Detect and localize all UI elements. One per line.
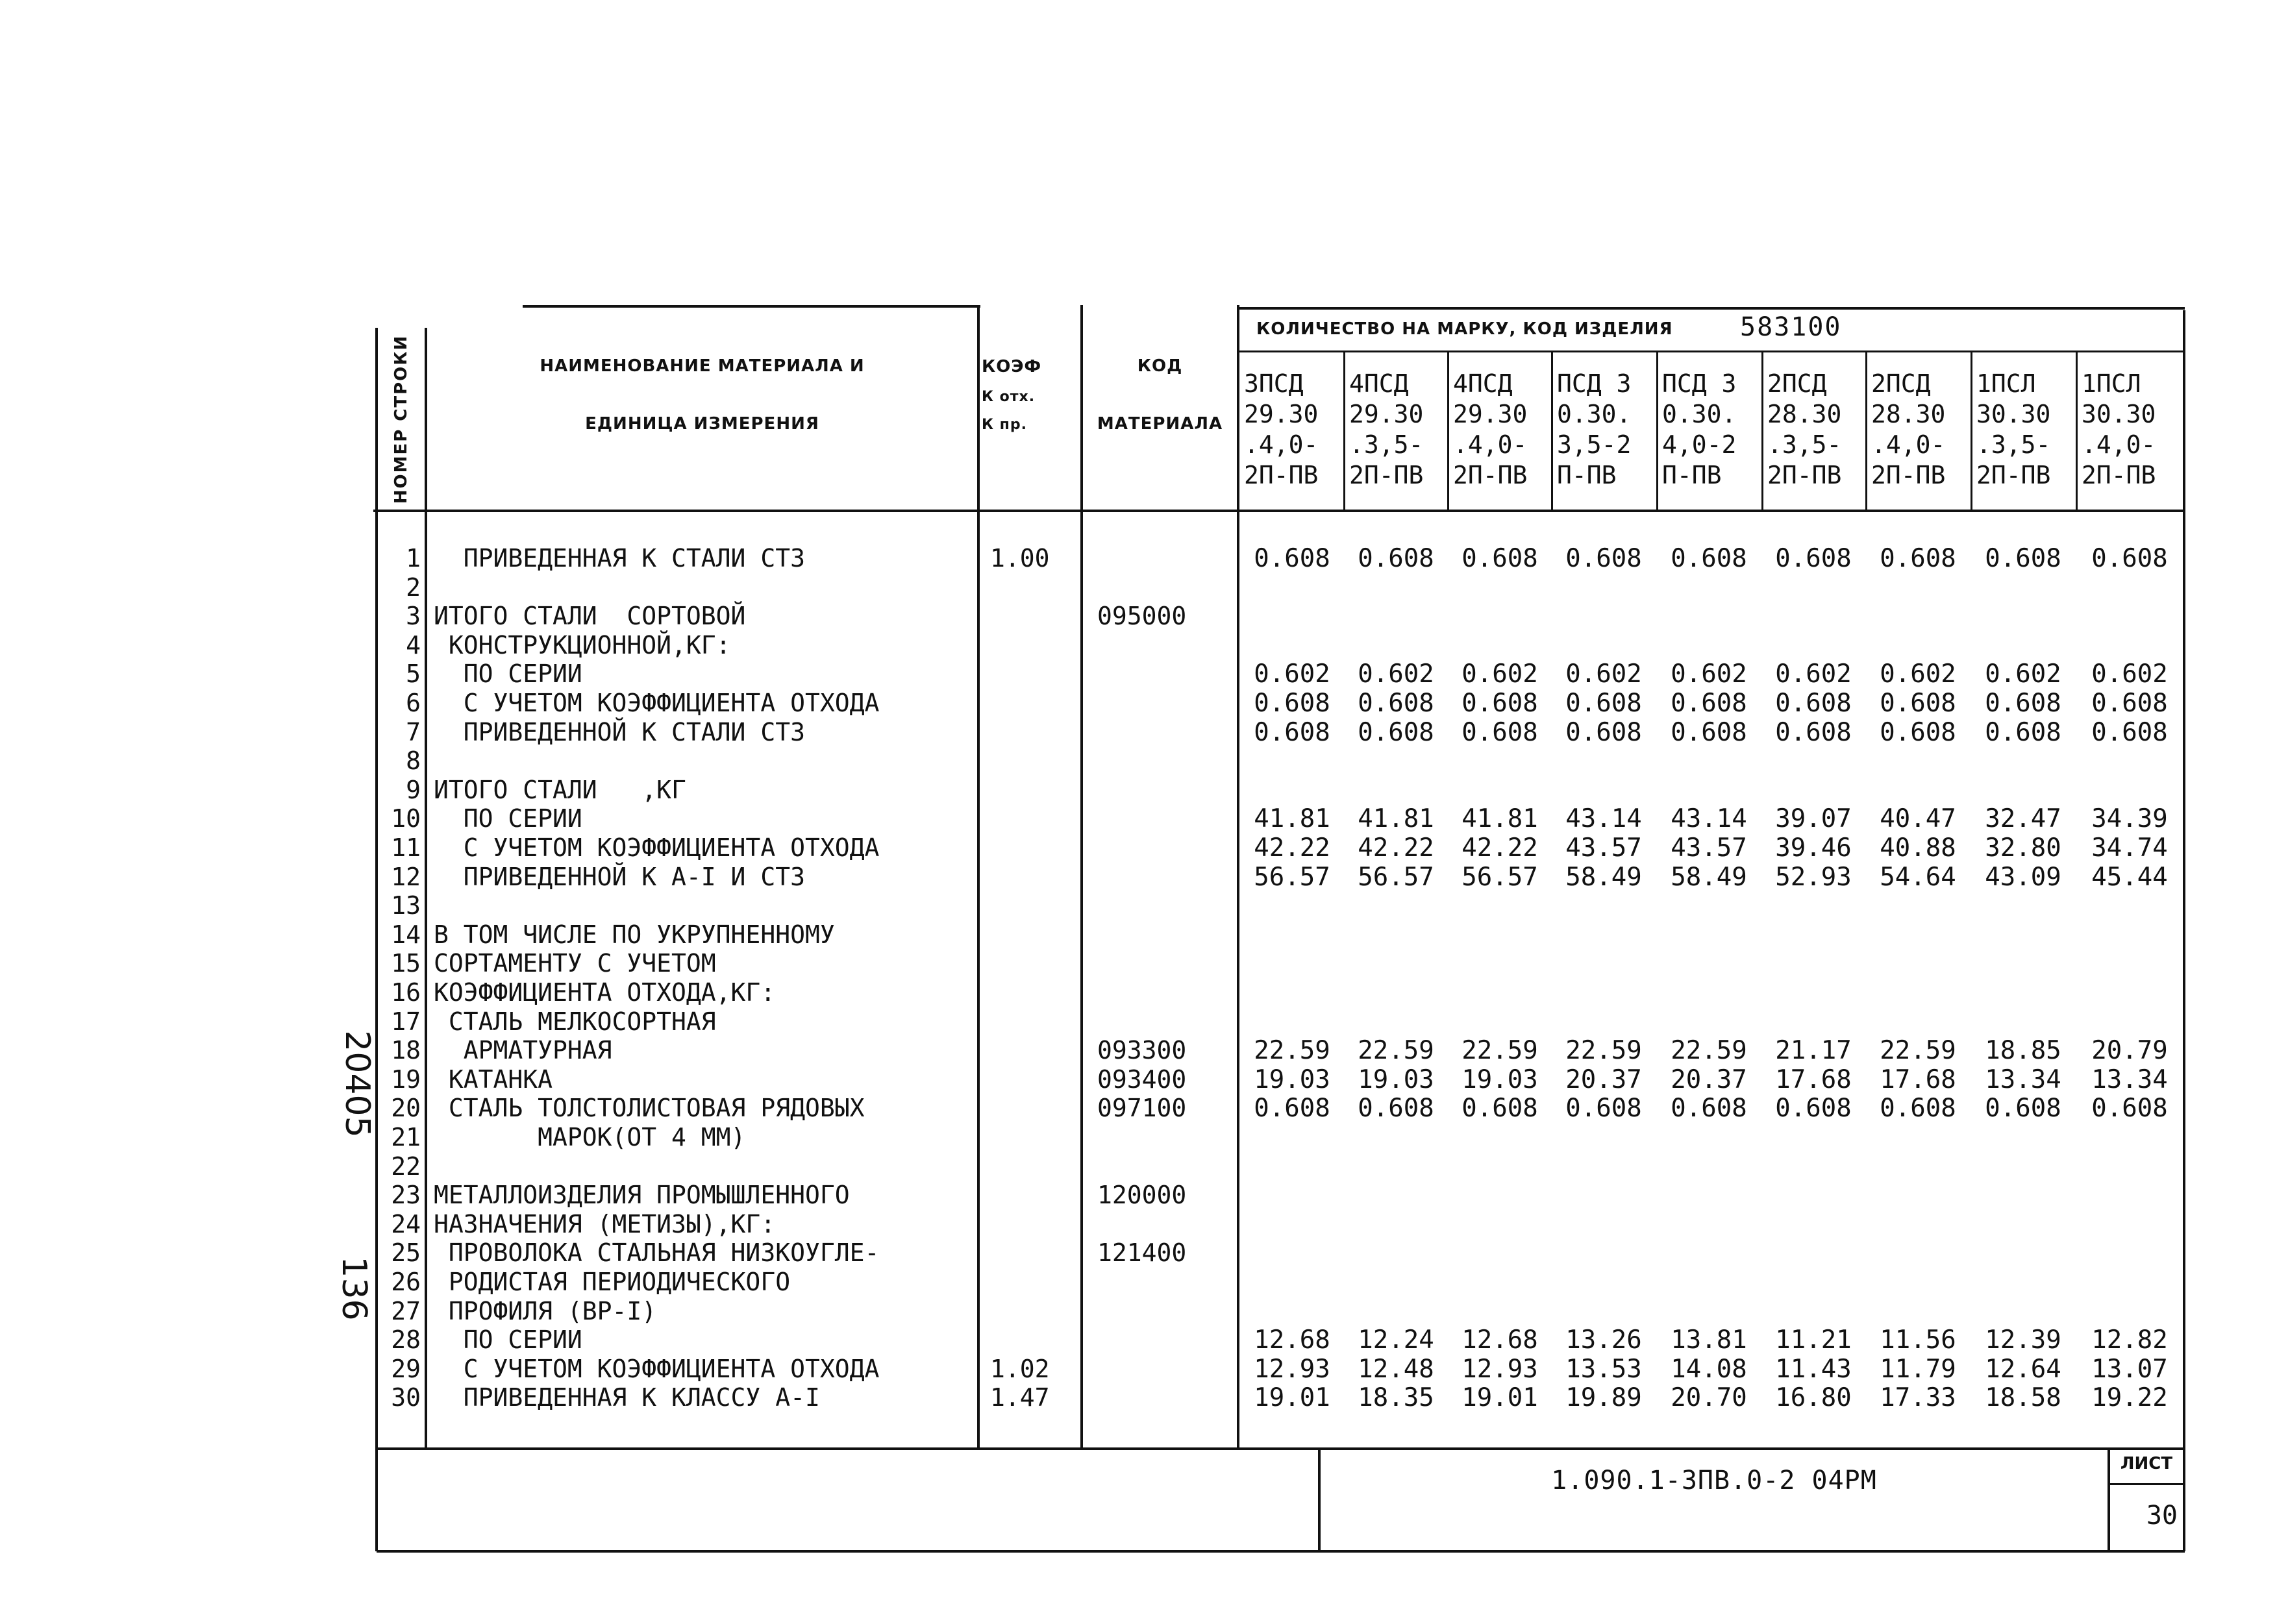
row-name: С УЧЕТОМ КОЭФФИЦИЕНТА ОТХОДА — [434, 689, 880, 717]
row-number: 9 — [406, 775, 421, 804]
row-number: 13 — [391, 891, 421, 920]
row-value: 0.608 — [1254, 544, 1330, 573]
row-number: 20 — [391, 1094, 421, 1123]
row-value: 14.08 — [1671, 1354, 1747, 1384]
row-value: 0.608 — [2091, 1094, 2168, 1124]
row-value: 0.608 — [2091, 544, 2168, 573]
row-value: 43.57 — [1671, 833, 1747, 863]
row-code: 095000 — [1097, 602, 1187, 631]
column-header-2: 4ПСД 29.30 .3,5- 2П-ПВ — [1349, 369, 1424, 489]
column-header-1: 3ПСД 29.30 .4,0- 2П-ПВ — [1244, 369, 1319, 489]
row-number: 19 — [391, 1064, 421, 1094]
row-value: 41.81 — [1461, 804, 1538, 834]
row-code: 097100 — [1097, 1094, 1187, 1123]
row-value: 58.49 — [1565, 862, 1642, 892]
row-value: 56.57 — [1358, 862, 1434, 892]
row-value: 0.602 — [1358, 659, 1434, 689]
row-value: 0.602 — [1671, 659, 1747, 689]
row-value: 0.608 — [1880, 544, 1956, 573]
column-header-5: ПСД 3 0.30. 4,0-2 П-ПВ — [1662, 369, 1737, 489]
row-name: ПО СЕРИИ — [434, 659, 582, 689]
sheet-label: ЛИСТ — [2120, 1454, 2173, 1473]
row-number: 4 — [406, 630, 421, 659]
row-value: 32.47 — [1985, 804, 2061, 834]
code-header — [1083, 351, 1237, 441]
row-value: 12.68 — [1461, 1325, 1538, 1355]
coef-divider — [1080, 305, 1083, 1449]
row-name: ПРИВЕДЕННАЯ К СТАЛИ СТЗ — [434, 544, 805, 572]
row-number: 25 — [391, 1238, 421, 1268]
row-name: КОНСТРУКЦИОННОЙ,КГ: — [434, 630, 731, 659]
row-code: 121400 — [1097, 1238, 1187, 1268]
row-number: 23 — [391, 1181, 421, 1210]
row-name: ПРИВЕДЕННАЯ К КЛАССУ А-I — [434, 1383, 820, 1412]
row-value: 40.47 — [1880, 804, 1956, 834]
row-value: 0.602 — [1775, 659, 1852, 689]
row-value: 0.602 — [2091, 659, 2168, 689]
footer-bottom-line — [377, 1550, 2185, 1553]
product-code: 583100 — [1740, 312, 1842, 342]
row-value: 43.09 — [1985, 862, 2061, 892]
row-value: 22.59 — [1880, 1036, 1956, 1066]
row-value: 40.88 — [1880, 833, 1956, 863]
row-name: СТАЛЬ ТОЛСТОЛИСТОВАЯ РЯДОВЫХ — [434, 1094, 865, 1123]
row-value: 18.85 — [1985, 1036, 2061, 1066]
row-value: 0.608 — [1358, 1094, 1434, 1124]
row-value: 54.64 — [1880, 862, 1956, 892]
row-value: 0.608 — [1671, 689, 1747, 718]
row-value: 34.74 — [2091, 833, 2168, 863]
row-value: 12.93 — [1461, 1354, 1538, 1384]
body-bottom-line — [377, 1447, 2185, 1450]
row-value: 45.44 — [2091, 862, 2168, 892]
row-value: 0.608 — [2091, 689, 2168, 718]
row-value: 17.68 — [1775, 1064, 1852, 1094]
row-value: 19.01 — [1461, 1383, 1538, 1413]
row-value: 32.80 — [1985, 833, 2061, 863]
row-value: 22.59 — [1358, 1036, 1434, 1066]
col-divider-4 — [1656, 352, 1658, 511]
quantity-header-line — [1237, 351, 2185, 352]
name-label-2: ЕДИНИЦА ИЗМЕРЕНИЯ — [585, 414, 819, 434]
row-value: 0.608 — [1254, 1094, 1330, 1124]
row-value: 12.82 — [2091, 1325, 2168, 1355]
row-number: 2 — [406, 572, 421, 602]
row-number: 12 — [391, 862, 421, 891]
row-number: 11 — [391, 833, 421, 862]
row-value: 0.602 — [1880, 659, 1956, 689]
row-value: 19.01 — [1254, 1383, 1330, 1413]
footer-divider — [1318, 1449, 1321, 1551]
row-value: 16.80 — [1775, 1383, 1852, 1413]
row-value: 41.81 — [1254, 804, 1330, 834]
sheet-box-mid — [2108, 1483, 2184, 1485]
column-header-9: 1ПСЛ 30.30 .4,0- 2П-ПВ — [2082, 369, 2156, 489]
row-value: 0.602 — [1565, 659, 1642, 689]
row-number: 5 — [406, 659, 421, 689]
row-value: 12.24 — [1358, 1325, 1434, 1355]
row-value: 12.93 — [1254, 1354, 1330, 1384]
row-name: НАЗНАЧЕНИЯ (МЕТИЗЫ),КГ: — [434, 1209, 776, 1238]
row-value: 19.03 — [1461, 1064, 1538, 1094]
row-number: 14 — [391, 920, 421, 949]
row-number: 10 — [391, 804, 421, 833]
row-value: 19.89 — [1565, 1383, 1642, 1413]
row-number: 24 — [391, 1209, 421, 1238]
row-name: ПО СЕРИИ — [434, 1325, 582, 1355]
row-value: 0.608 — [1880, 1094, 1956, 1124]
column-header-7: 2ПСД 28.30 .4,0- 2П-ПВ — [1871, 369, 1946, 489]
row-value: 0.602 — [1254, 659, 1330, 689]
row-value: 0.608 — [1358, 689, 1434, 718]
name-header — [427, 351, 977, 441]
row-number: 3 — [406, 602, 421, 631]
row-value: 39.07 — [1775, 804, 1852, 834]
row-value: 0.608 — [1880, 717, 1956, 747]
name-label-1: НАИМЕНОВАНИЕ МАТЕРИАЛА И — [540, 356, 865, 376]
row-name: ПРОФИЛЯ (ВР-I) — [434, 1296, 657, 1325]
top-border-right — [1237, 307, 2185, 310]
code-label-2: МАТЕРИАЛА — [1097, 414, 1223, 434]
row-value: 42.22 — [1358, 833, 1434, 863]
row-value: 56.57 — [1254, 862, 1330, 892]
left-border — [375, 328, 378, 1551]
row-name: В ТОМ ЧИСЛЕ ПО УКРУПНЕННОМУ — [434, 920, 835, 949]
coef-label-1: КОЭФ — [982, 357, 1042, 376]
page-number: 136 — [334, 1256, 373, 1321]
row-value: 17.33 — [1880, 1383, 1956, 1413]
row-number: 22 — [391, 1151, 421, 1181]
row-value: 0.608 — [1358, 717, 1434, 747]
row-value: 0.608 — [1461, 689, 1538, 718]
quantity-header: КОЛИЧЕСТВО НА МАРКУ, КОД ИЗДЕЛИЯ — [1256, 319, 1673, 339]
row-number: 28 — [391, 1325, 421, 1355]
col-divider-3 — [1551, 352, 1553, 511]
code-divider — [1237, 305, 1239, 1449]
row-value: 22.59 — [1671, 1036, 1747, 1066]
row-name: С УЧЕТОМ КОЭФФИЦИЕНТА ОТХОДА — [434, 833, 880, 862]
row-value: 0.608 — [1461, 1094, 1538, 1124]
right-border — [2183, 310, 2185, 1551]
row-number-label: НОМЕР СТРОКИ — [392, 334, 411, 504]
code-label-1: КОД — [1137, 356, 1183, 376]
row-value: 18.35 — [1358, 1383, 1434, 1413]
row-number: 8 — [406, 746, 421, 776]
row-name: ИТОГО СТАЛИ СОРТОВОЙ — [434, 602, 746, 631]
row-value: 19.22 — [2091, 1383, 2168, 1413]
row-value: 0.608 — [1254, 717, 1330, 747]
row-value: 0.608 — [2091, 717, 2168, 747]
row-value: 34.39 — [2091, 804, 2168, 834]
row-value: 42.22 — [1254, 833, 1330, 863]
row-number: 7 — [406, 717, 421, 746]
column-header-3: 4ПСД 29.30 .4,0- 2П-ПВ — [1453, 369, 1528, 489]
row-name: МАРОК(ОТ 4 ММ) — [434, 1123, 746, 1151]
row-number: 16 — [391, 978, 421, 1007]
column-header-8: 1ПСЛ 30.30 .3,5- 2П-ПВ — [1976, 369, 2051, 489]
row-value: 13.81 — [1671, 1325, 1747, 1355]
row-value: 11.79 — [1880, 1354, 1956, 1384]
row-code: 093400 — [1097, 1064, 1187, 1094]
row-number: 21 — [391, 1123, 421, 1151]
row-value: 58.49 — [1671, 862, 1747, 892]
row-value: 20.79 — [2091, 1036, 2168, 1066]
row-value: 0.608 — [1358, 544, 1434, 573]
row-coef: 1.47 — [990, 1383, 1050, 1412]
row-value: 17.68 — [1880, 1064, 1956, 1094]
name-divider — [977, 305, 980, 1449]
row-value: 0.608 — [1985, 717, 2061, 747]
sheet-number: 30 — [2146, 1501, 2178, 1531]
coef-label-2: К отх. — [982, 388, 1036, 405]
row-value: 20.70 — [1671, 1383, 1747, 1413]
row-value: 0.608 — [1775, 1094, 1852, 1124]
row-name: ПРИВЕДЕННОЙ К СТАЛИ СТЗ — [434, 717, 805, 746]
row-value: 0.608 — [1254, 689, 1330, 718]
row-code: 120000 — [1097, 1181, 1187, 1210]
row-number: 6 — [406, 689, 421, 717]
row-number: 30 — [391, 1383, 421, 1412]
row-value: 0.608 — [1565, 1094, 1642, 1124]
document-code: 1.090.1-3ПВ.0-2 04РМ — [1551, 1466, 1877, 1495]
coef-header — [982, 351, 1079, 439]
row-value: 0.608 — [1985, 1094, 2061, 1124]
row-value: 21.17 — [1775, 1036, 1852, 1066]
row-number: 18 — [391, 1036, 421, 1065]
row-value: 19.03 — [1254, 1064, 1330, 1094]
row-code: 093300 — [1097, 1036, 1187, 1065]
row-value: 13.34 — [2091, 1064, 2168, 1094]
row-value: 0.608 — [1461, 544, 1538, 573]
row-number: 26 — [391, 1268, 421, 1296]
row-value: 0.608 — [1671, 544, 1747, 573]
row-value: 19.03 — [1358, 1064, 1434, 1094]
row-name: МЕТАЛЛОИЗДЕЛИЯ ПРОМЫШЛЕННОГО — [434, 1181, 850, 1210]
row-value: 13.34 — [1985, 1064, 2061, 1094]
row-name: СОРТАМЕНТУ С УЧЕТОМ — [434, 949, 716, 978]
row-value: 0.608 — [1775, 544, 1852, 573]
row-value: 0.608 — [1671, 717, 1747, 747]
row-name: АРМАТУРНАЯ — [434, 1036, 612, 1065]
row-value: 11.56 — [1880, 1325, 1956, 1355]
column-header-4: ПСД 3 0.30. 3,5-2 П-ПВ — [1557, 369, 1632, 489]
row-value: 22.59 — [1254, 1036, 1330, 1066]
row-value: 0.608 — [1461, 717, 1538, 747]
row-name: ИТОГО СТАЛИ ,КГ — [434, 775, 686, 804]
row-value: 0.608 — [1671, 1094, 1747, 1124]
row-value: 22.59 — [1461, 1036, 1538, 1066]
row-value: 52.93 — [1775, 862, 1852, 892]
row-name: ПРИВЕДЕННОЙ К А-I И СТЗ — [434, 862, 805, 891]
row-value: 12.39 — [1985, 1325, 2061, 1355]
row-name: РОДИСТАЯ ПЕРИОДИЧЕСКОГО — [434, 1268, 791, 1296]
row-name: С УЧЕТОМ КОЭФФИЦИЕНТА ОТХОДА — [434, 1354, 880, 1383]
row-value: 43.57 — [1565, 833, 1642, 863]
row-number: 17 — [391, 1007, 421, 1036]
row-coef: 1.02 — [990, 1354, 1050, 1383]
row-value: 0.608 — [1985, 544, 2061, 573]
row-value: 20.37 — [1565, 1064, 1642, 1094]
header-bottom-line — [373, 510, 2185, 512]
column-header-6: 2ПСД 28.30 .3,5- 2П-ПВ — [1767, 369, 1842, 489]
archive-number: 20405 — [338, 1030, 377, 1138]
row-number: 29 — [391, 1354, 421, 1383]
row-value: 41.81 — [1358, 804, 1434, 834]
row-name: КАТАНКА — [434, 1064, 553, 1094]
row-value: 0.608 — [1775, 717, 1852, 747]
row-value: 0.608 — [1565, 689, 1642, 718]
col-divider-2 — [1447, 352, 1449, 511]
col-divider-5 — [1761, 352, 1763, 511]
row-value: 39.46 — [1775, 833, 1852, 863]
col-divider-8 — [2076, 352, 2078, 511]
row-name: ПО СЕРИИ — [434, 804, 582, 833]
row-value: 12.64 — [1985, 1354, 2061, 1384]
row-value: 13.53 — [1565, 1354, 1642, 1384]
col-divider-6 — [1865, 352, 1867, 511]
row-value: 0.608 — [1565, 717, 1642, 747]
row-value: 0.608 — [1985, 689, 2061, 718]
row-value: 43.14 — [1671, 804, 1747, 834]
row-value: 56.57 — [1461, 862, 1538, 892]
row-number: 15 — [391, 949, 421, 978]
row-value: 12.68 — [1254, 1325, 1330, 1355]
row-number: 27 — [391, 1296, 421, 1325]
row-name: ПРОВОЛОКА СТАЛЬНАЯ НИЗКОУГЛЕ- — [434, 1238, 880, 1268]
row-number: 1 — [406, 544, 421, 572]
row-value: 13.26 — [1565, 1325, 1642, 1355]
col-divider-7 — [1971, 352, 1972, 511]
row-value: 12.48 — [1358, 1354, 1434, 1384]
row-value: 18.58 — [1985, 1383, 2061, 1413]
row-value: 20.37 — [1671, 1064, 1747, 1094]
row-name: СТАЛЬ МЕЛКОСОРТНАЯ — [434, 1007, 716, 1036]
coef-label-3: К пр. — [982, 416, 1027, 433]
row-value: 42.22 — [1461, 833, 1538, 863]
row-value: 0.602 — [1985, 659, 2061, 689]
col-divider-1 — [1343, 352, 1345, 511]
row-value: 43.14 — [1565, 804, 1642, 834]
top-border-left — [523, 305, 980, 308]
row-value: 11.43 — [1775, 1354, 1852, 1384]
row-value: 13.07 — [2091, 1354, 2168, 1384]
row-value: 0.608 — [1565, 544, 1642, 573]
row-value: 0.608 — [1775, 689, 1852, 718]
row-value: 0.608 — [1880, 689, 1956, 718]
row-name: КОЭФФИЦИЕНТА ОТХОДА,КГ: — [434, 978, 776, 1007]
rownum-divider — [425, 328, 427, 1449]
row-value: 0.602 — [1461, 659, 1538, 689]
row-value: 22.59 — [1565, 1036, 1642, 1066]
row-number-header — [379, 328, 424, 510]
row-value: 11.21 — [1775, 1325, 1852, 1355]
row-coef: 1.00 — [990, 544, 1050, 572]
